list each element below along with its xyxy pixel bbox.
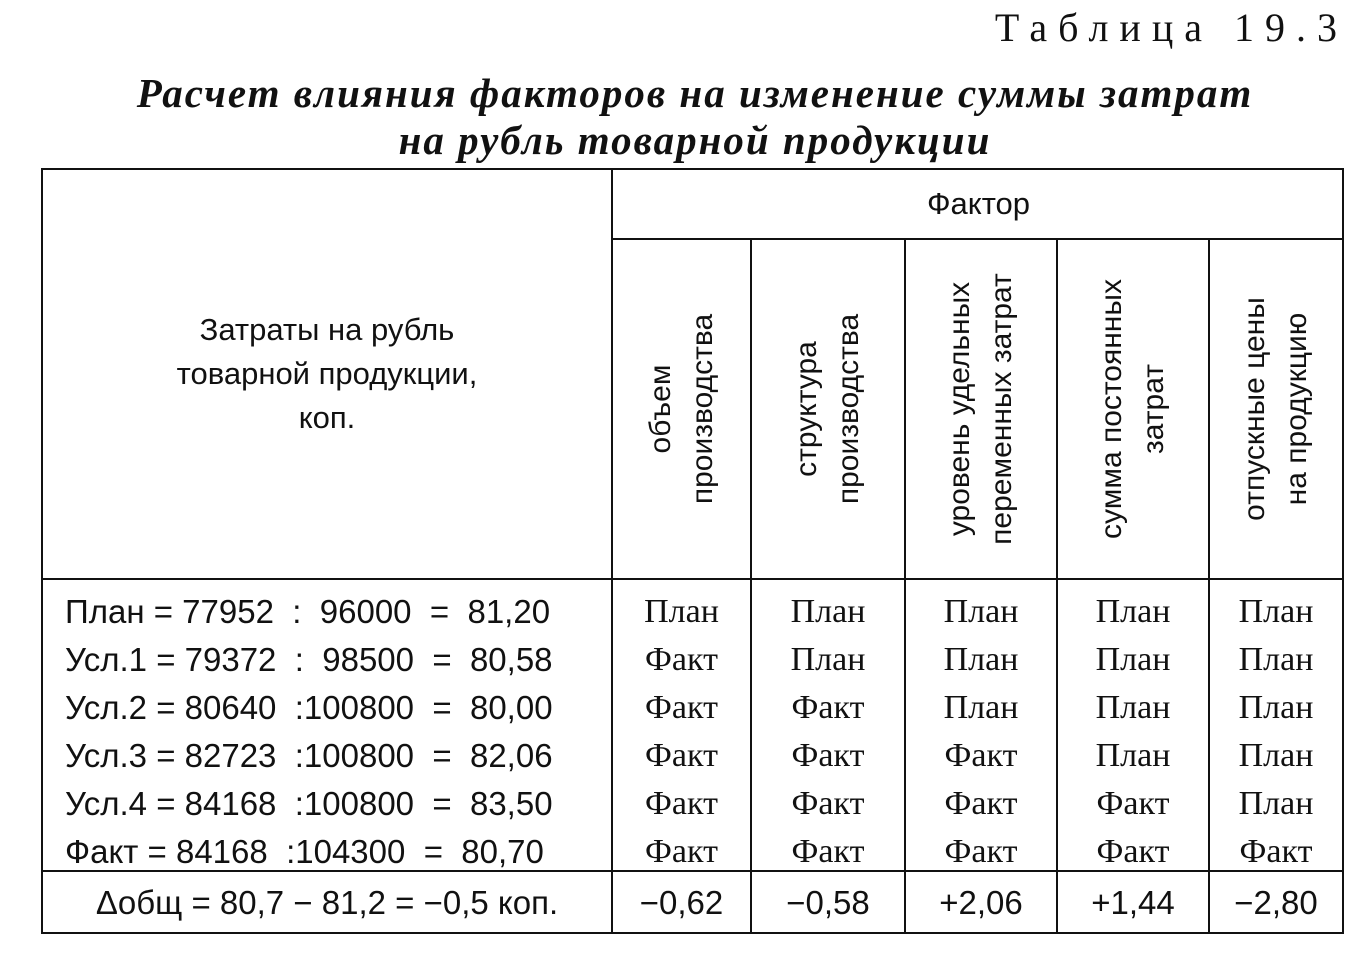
title-line-1: Расчет влияния факторов на изменение суммы затрат bbox=[136, 70, 1254, 116]
row-usl1-formula: Усл.1 = 79372 : 98500 = 80,58 bbox=[65, 641, 553, 678]
title-line-2: на рубль товарной продукции bbox=[398, 117, 992, 163]
cell: Факт bbox=[944, 737, 1018, 774]
cell: Факт bbox=[1096, 833, 1170, 870]
cell: План bbox=[943, 689, 1019, 726]
header-col-variable-costs-line-2: переменных затрат bbox=[985, 273, 1018, 545]
cell: Факт bbox=[791, 833, 865, 870]
header-col-prices-line-2: на продукцию bbox=[1280, 312, 1313, 506]
header-col-variable-costs-line-1: уровень удельных bbox=[943, 281, 976, 537]
cell: План bbox=[1238, 641, 1314, 678]
cell: План bbox=[943, 641, 1019, 678]
row-fact-formula: Факт = 84168 :104300 = 80,70 bbox=[65, 833, 544, 870]
header-factor: Фактор bbox=[926, 186, 1031, 221]
cell: План bbox=[1095, 689, 1171, 726]
cell: План bbox=[1095, 593, 1171, 630]
header-col-structure-line-2: производства bbox=[832, 313, 865, 505]
total-variable-costs: +2,06 bbox=[939, 884, 1023, 921]
total-formula: Δобщ = 80,7 − 81,2 = −0,5 коп. bbox=[95, 884, 559, 921]
row-usl2-formula: Усл.2 = 80640 :100800 = 80,00 bbox=[65, 689, 553, 726]
total-structure: −0,58 bbox=[786, 884, 870, 921]
cell: Факт bbox=[791, 785, 865, 822]
cell: План bbox=[1238, 785, 1314, 822]
row-usl3-formula: Усл.3 = 82723 :100800 = 82,06 bbox=[65, 737, 553, 774]
cell: Факт bbox=[944, 785, 1018, 822]
cell: Факт bbox=[645, 833, 718, 870]
total-volume: −0,62 bbox=[639, 884, 724, 921]
factor-analysis-table bbox=[41, 168, 1344, 934]
cell: Факт bbox=[1239, 833, 1313, 870]
header-left-line-1: Затраты на рубль bbox=[199, 312, 455, 347]
cell: Факт bbox=[791, 689, 865, 726]
header-col-variable-costs bbox=[906, 240, 1056, 578]
cell: План bbox=[1095, 641, 1171, 678]
header-col-volume-line-1: объем bbox=[643, 364, 677, 454]
cell: План bbox=[1238, 737, 1314, 774]
cell: План bbox=[1238, 689, 1314, 726]
header-col-volume-line-2: производства bbox=[685, 313, 719, 505]
cell: Факт bbox=[1096, 785, 1170, 822]
cell: План bbox=[790, 641, 866, 678]
header-left-line-3: коп. bbox=[298, 400, 356, 435]
cell: План bbox=[790, 593, 866, 630]
total-prices: −2,80 bbox=[1234, 884, 1318, 921]
table-number: Таблица 19.3 bbox=[994, 5, 1348, 50]
cell: Факт bbox=[645, 737, 718, 774]
header-cost-per-ruble bbox=[43, 170, 611, 578]
cell: План bbox=[943, 593, 1019, 630]
header-col-fixed-costs-line-2: затрат bbox=[1137, 364, 1170, 454]
cell: Факт bbox=[944, 833, 1018, 870]
row-plan-formula: План = 77952 : 96000 = 81,20 bbox=[65, 593, 551, 630]
cell: Факт bbox=[791, 737, 865, 774]
header-col-structure-line-1: структура bbox=[790, 341, 823, 477]
cell: План bbox=[644, 593, 719, 630]
cell: Факт bbox=[645, 641, 718, 678]
header-col-fixed-costs-line-1: сумма постоянных bbox=[1095, 279, 1128, 539]
divider-header-body bbox=[43, 578, 1342, 580]
header-col-prices-line-1: отпускные цены bbox=[1238, 297, 1271, 521]
header-col-volume bbox=[613, 240, 750, 578]
cell: План bbox=[1238, 593, 1314, 630]
cell: Факт bbox=[645, 689, 718, 726]
header-col-fixed-costs bbox=[1058, 240, 1208, 578]
cell: План bbox=[1095, 737, 1171, 774]
total-fixed-costs: +1,44 bbox=[1091, 884, 1175, 921]
header-col-structure bbox=[752, 240, 904, 578]
header-col-prices bbox=[1210, 240, 1342, 578]
table-title bbox=[0, 70, 1364, 164]
header-left-line-2: товарной продукции, bbox=[176, 356, 478, 391]
cell: Факт bbox=[645, 785, 718, 822]
row-usl4-formula: Усл.4 = 84168 :100800 = 83,50 bbox=[65, 785, 553, 822]
